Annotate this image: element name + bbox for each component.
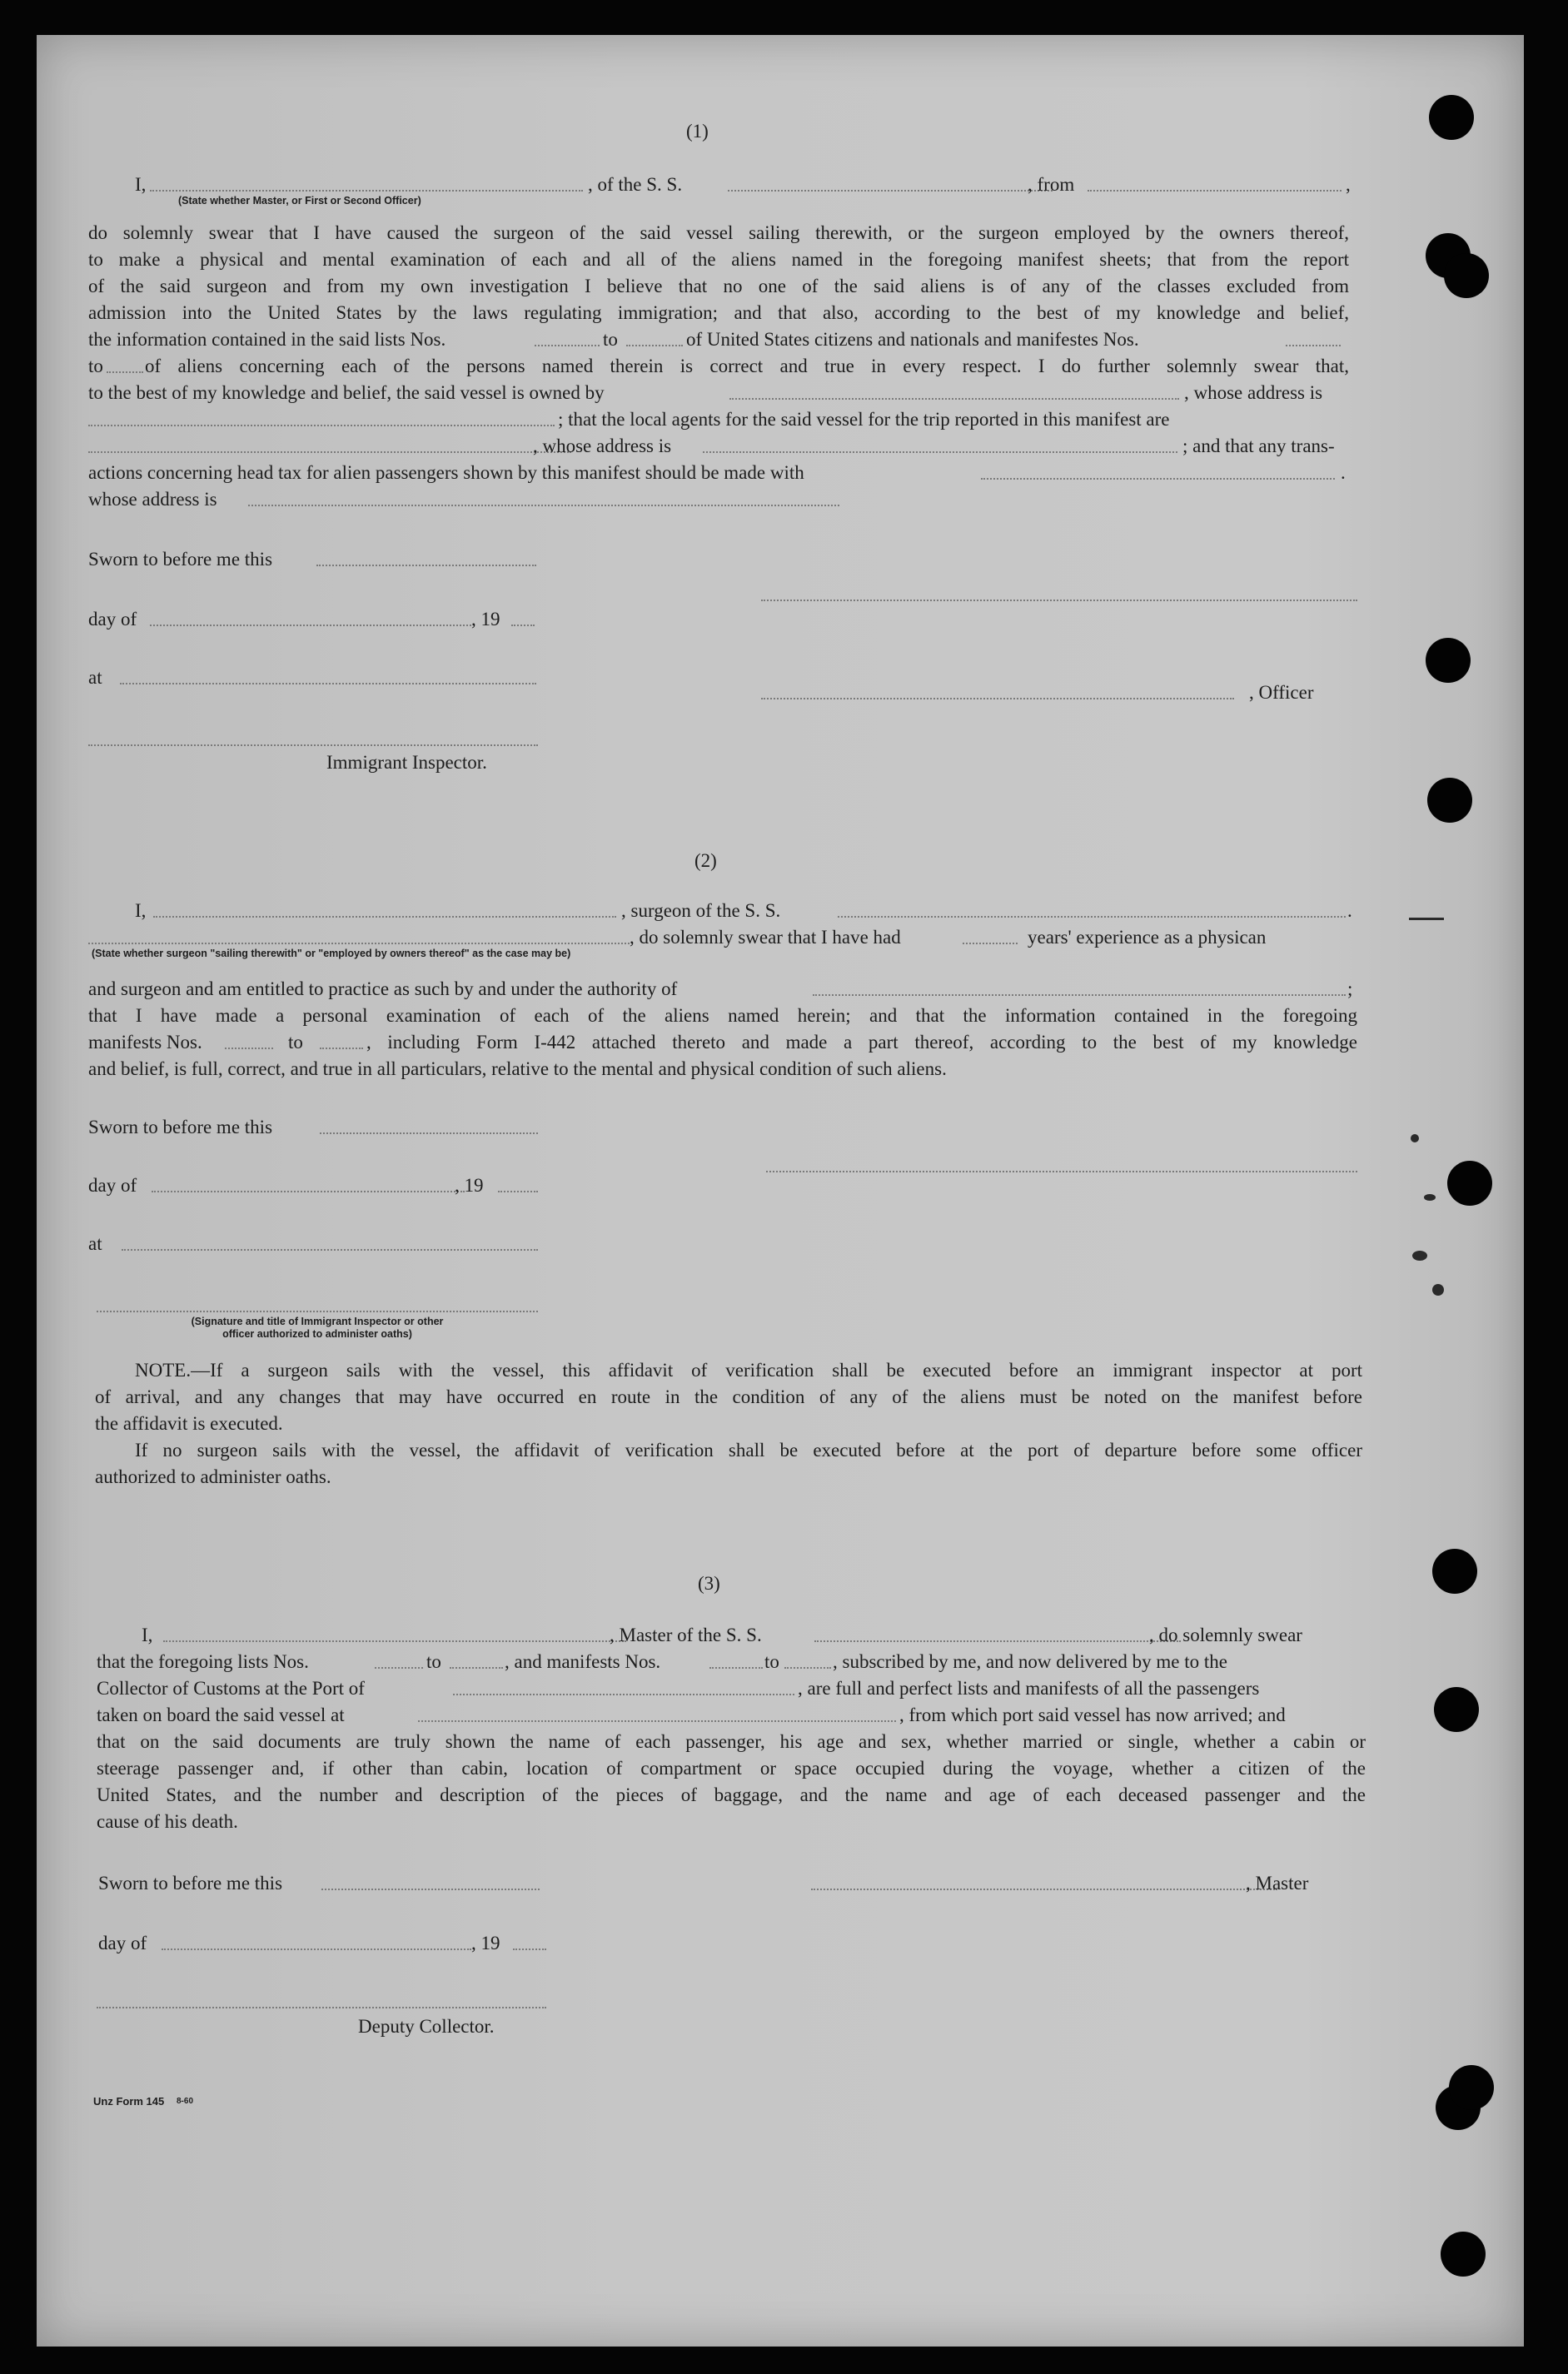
s1-officer-note: (State whether Master, or First or Second Officer) (178, 195, 421, 207)
s1-period: . (1341, 462, 1346, 483)
s3-arrived-text: , from which port said vessel has now arrived; and (899, 1705, 1286, 1725)
s3-master-of-ss: , Master of the S. S. (610, 1625, 762, 1645)
s3-para-line-6: steerage passenger and, if other than cabin, location of compartment or space occupied during the voyage, whether a citizen of the (97, 1758, 1366, 1779)
punch-hole (1426, 638, 1471, 683)
s2-note-line-1: NOTE.—If a surgeon sails with the vessel, this affidavit of verification shall be executed before an immigrant inspector at port (135, 1360, 1362, 1381)
s2-surgeon-signature-line[interactable] (766, 1171, 1357, 1172)
punch-hole (1441, 2232, 1486, 2277)
s3-year-field[interactable] (513, 1948, 546, 1950)
s2-manifests-to-field[interactable] (320, 1048, 363, 1049)
s1-lists-to: to (603, 329, 618, 350)
s3-sworn-day-field[interactable] (321, 1889, 540, 1890)
s1-lists-to-field[interactable] (626, 345, 683, 346)
s3-collector-label: Deputy Collector. (358, 2016, 495, 2037)
s1-agents-field[interactable] (88, 451, 571, 453)
ink-speck (1424, 1194, 1436, 1201)
s1-sworn-day-field[interactable] (316, 565, 536, 566)
s1-head-tax-text: actions concerning head tax for alien passengers shown by this manifest should be made with (88, 462, 804, 483)
s2-year-field[interactable] (498, 1191, 538, 1192)
s3-collector-text: Collector of Customs at the Port of (97, 1678, 365, 1699)
s1-officer-label: , Officer (1249, 682, 1314, 703)
s3-day-of-label: day of (98, 1933, 147, 1953)
s3-para-line-5: that on the said documents are truly shown the name of each passenger, his age and sex, whether married or single, whether a cabin or (97, 1731, 1366, 1752)
s2-surgeon-of-ss: , surgeon of the S. S. (621, 900, 781, 921)
s1-agents-text: ; that the local agents for the said vessel for the trip reported in this manifest are (558, 409, 1170, 430)
s2-i: I, (135, 900, 147, 921)
s1-lists-from-field[interactable] (535, 345, 600, 346)
s1-owner-field[interactable] (729, 398, 1179, 400)
s3-lists-perfect-text: , are full and perfect lists and manifests of all the passengers (798, 1678, 1260, 1699)
punch-hole (1429, 95, 1474, 140)
s1-year-label: , 19 (471, 609, 500, 630)
punch-hole (1447, 1161, 1492, 1206)
s1-from: , from (1028, 174, 1075, 195)
s3-master-label: , Master (1246, 1873, 1309, 1894)
s1-para-line-3: of the said surgeon and from my own investigation I believe that no one of the said aliens is of any of the classes excluded from (88, 276, 1349, 296)
s1-para-line-4: admission into the United States by the laws regulating immigration; and that also, according to the best of my knowledge and belief, (88, 302, 1349, 323)
s2-note-line-5: authorized to administer oaths. (95, 1466, 331, 1487)
s1-para-line-1: do solemnly swear that I have caused the surgeon of the said vessel sailing therewith, or the surgeon employed by the owners thereof, (88, 222, 1349, 243)
s1-of-ss: , of the S. S. (588, 174, 683, 195)
s1-head-tax-field[interactable] (981, 478, 1335, 480)
s2-manifests-text: manifests Nos. (88, 1032, 202, 1053)
s3-lists-from-field[interactable] (375, 1667, 423, 1669)
section-3-number: (3) (698, 1573, 720, 1594)
section-2-number: (2) (694, 850, 717, 871)
s3-vessel-field[interactable] (814, 1640, 1181, 1642)
s3-subscribed-text: , subscribed by me, and now delivered by me to the (833, 1651, 1227, 1672)
s1-manifests-to: to (88, 356, 103, 376)
s3-taken-text: taken on board the said vessel at (97, 1705, 345, 1725)
punch-hole (1444, 253, 1489, 298)
s1-whose-address: whose address is (88, 489, 217, 510)
s2-years-field[interactable] (963, 943, 1018, 944)
ink-speck (1409, 918, 1444, 920)
s1-agents-address-field[interactable] (703, 451, 1177, 453)
s2-day-of-label: day of (88, 1175, 137, 1196)
s1-day-of-label: day of (88, 609, 137, 630)
s3-collector-signature-line[interactable] (97, 2007, 546, 2008)
s2-signature-note-2: officer authorized to administer oaths) (222, 1328, 412, 1340)
s2-sworn-day-field[interactable] (320, 1132, 538, 1134)
s3-manifests-to: to (764, 1651, 779, 1672)
s3-i: I, (142, 1625, 153, 1645)
s3-manifests-to-field[interactable] (784, 1667, 831, 1669)
ink-speck (1412, 1251, 1427, 1261)
s2-manifests-to: to (288, 1032, 303, 1053)
s3-departure-port-field[interactable] (418, 1720, 896, 1722)
s3-port-field[interactable] (453, 1694, 794, 1695)
s1-inspector-label: Immigrant Inspector. (326, 752, 487, 773)
s1-lists-text: the information contained in the said lists Nos. (88, 329, 446, 350)
s3-para-line-7: United States, and the number and description of the pieces of baggage, and the name and age of each deceased passenger and the (97, 1784, 1366, 1805)
s3-year-label: , 19 (471, 1933, 500, 1953)
s1-transactions-text: ; and that any trans- (1182, 435, 1335, 456)
s1-inspector-signature-line[interactable] (88, 744, 538, 746)
s1-citizens-text: of United States citizens and nationals and manifestes Nos. (686, 329, 1139, 350)
s2-surgeon-name-field[interactable] (153, 916, 616, 918)
s2-note-line-3: the affidavit is executed. (95, 1413, 283, 1434)
s2-authority-field[interactable] (813, 994, 1346, 996)
s3-lists-text: that the foregoing lists Nos. (97, 1651, 309, 1672)
s1-year-field[interactable] (511, 625, 535, 626)
s1-para-line-6: of aliens concerning each of the persons named therein is correct and true in every respect. I do further solemnly swear that, (145, 356, 1349, 376)
s1-officer-signature-line[interactable] (761, 600, 1357, 601)
s2-experience-text: years' experience as a physican (1028, 927, 1267, 948)
s2-note-line-2: of arrival, and any changes that may have occurred en route in the condition of any of the aliens must be noted on the manifest before (95, 1386, 1362, 1407)
s2-sworn-label: Sworn to before me this (88, 1117, 273, 1137)
s1-owner-address-label: , whose address is (1184, 382, 1323, 403)
form-code: 8-60 (177, 2097, 194, 2106)
s3-master-name-field[interactable] (163, 1640, 626, 1642)
form-number: Unz Form 145 (93, 2095, 165, 2108)
s2-para-line-2: that I have made a personal examination of each of the aliens named herein; and that the information contained in the foregoing (88, 1005, 1357, 1026)
punch-hole (1434, 1687, 1479, 1732)
s3-sworn-label: Sworn to before me this (98, 1873, 283, 1894)
s1-officer-title-line[interactable] (761, 698, 1234, 699)
manifest-affidavit-page (37, 35, 1524, 2347)
ink-speck (1432, 1284, 1444, 1296)
punch-hole (1449, 2065, 1494, 2110)
s1-owner-address-field[interactable] (88, 425, 555, 426)
ink-speck (1411, 1134, 1419, 1142)
s3-master-signature-line[interactable] (811, 1889, 1277, 1890)
s1-i: I, (135, 174, 147, 195)
s1-head-tax-address-field[interactable] (248, 505, 839, 506)
s2-authority-text: and surgeon and am entitled to practice as such by and under the authority of (88, 978, 678, 999)
s2-surgeon-note: (State whether surgeon "sailing therewith" or "employed by owners thereof" as the case may be) (92, 948, 571, 959)
s2-inspector-signature-line[interactable] (97, 1311, 538, 1312)
s2-year-label: , 19 (455, 1175, 484, 1196)
s1-officer-name-field[interactable] (150, 190, 583, 192)
s1-owned-by-text: to the best of my knowledge and belief, the said vessel is owned by (88, 382, 605, 403)
s1-sworn-label: Sworn to before me this (88, 549, 273, 570)
s2-at-label: at (88, 1233, 102, 1254)
s1-from-port-field[interactable] (1088, 190, 1342, 192)
s1-month-field[interactable] (150, 625, 471, 626)
s2-manifests-from-field[interactable] (225, 1048, 273, 1049)
s2-period: . (1347, 900, 1352, 921)
s1-para-line-2: to make a physical and mental examination of each and all of the aliens named in the foregoing manifest sheets; that from the report (88, 249, 1349, 270)
punch-hole (1427, 778, 1472, 823)
s2-signature-note-1: (Signature and title of Immigrant Inspector or other (191, 1316, 444, 1327)
s1-agents-address-label: , whose address is (533, 435, 672, 456)
section-1-number: (1) (686, 121, 709, 142)
s1-at-field[interactable] (120, 683, 536, 684)
s2-surgeon-type-field[interactable] (88, 943, 630, 944)
s2-semicolon: ; (1347, 978, 1353, 999)
s3-lists-to: to (426, 1651, 441, 1672)
s2-form-text: , including Form I-442 attached thereto and made a part thereof, according to the best of my knowledge (366, 1032, 1357, 1053)
s3-lists-to-field[interactable] (450, 1667, 503, 1669)
s1-vessel-name-field[interactable] (728, 190, 1053, 192)
s3-manifests-from-field[interactable] (709, 1667, 763, 1669)
s2-month-field[interactable] (152, 1191, 465, 1192)
s2-vessel-field[interactable] (838, 916, 1346, 918)
s2-at-field[interactable] (122, 1249, 538, 1251)
s2-note-line-4: If no surgeon sails with the vessel, the affidavit of verification shall be executed before at the port of departure before some officer (135, 1440, 1362, 1461)
s3-swear: , do solemnly swear (1149, 1625, 1302, 1645)
s3-month-field[interactable] (162, 1948, 471, 1950)
s2-swear-text: , do solemnly swear that I have had (630, 927, 901, 948)
s1-comma: , (1346, 174, 1351, 195)
s1-manifests-from-field[interactable] (1286, 345, 1341, 346)
s3-manifests-text: , and manifests Nos. (505, 1651, 661, 1672)
s3-para-line-8: cause of his death. (97, 1811, 238, 1832)
s1-manifests-to-field[interactable] (107, 371, 143, 373)
s1-at-label: at (88, 667, 102, 688)
s2-para-line-4: and belief, is full, correct, and true in all particulars, relative to the mental and physical condition of such aliens. (88, 1058, 947, 1079)
punch-hole (1432, 1549, 1477, 1594)
